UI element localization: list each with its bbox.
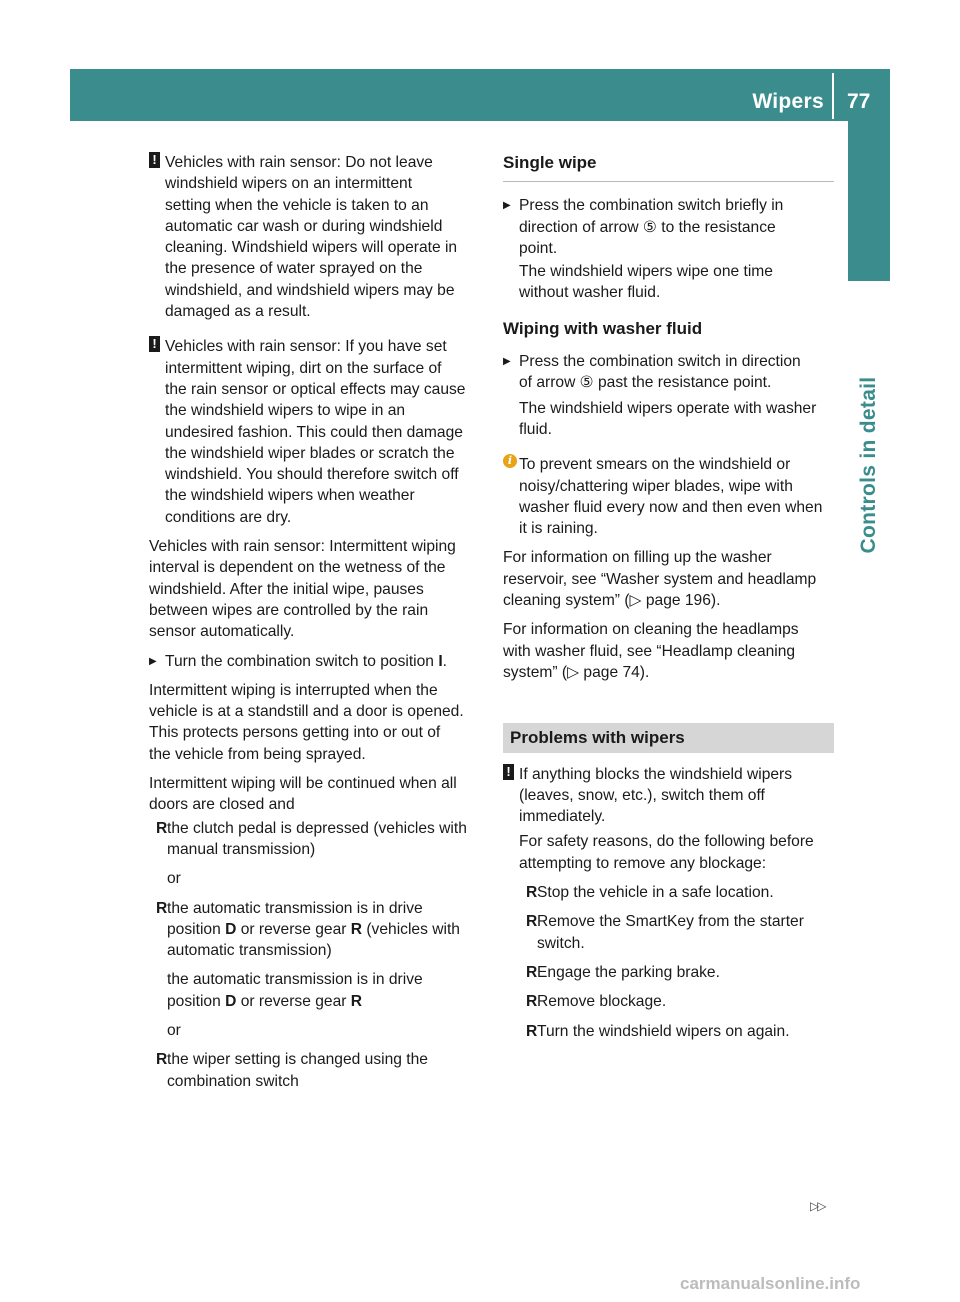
step-arrow-icon: ▶ <box>503 200 511 212</box>
rain-sensor-dirt-warning: ! Vehicles with rain sensor: If you have set intermittent wiping, dirt on the surface of the rain sensor or optical effects may cause the windshield wipers to wipe in an undesired fashion. This could then damage the windshield wiper blades or scratch the windshield. You should therefore switch off the windshield wipers when weather conditions are dry. <box>149 336 482 528</box>
warning-icon: ! <box>503 764 514 780</box>
info-note: i To prevent smears on the windshield or noisy/chattering wiper blades, wipe with washer fluid every now and then even when it is raining. <box>503 454 834 539</box>
right-column <box>503 152 834 1050</box>
left-column <box>149 152 482 1100</box>
section-title: Wipers <box>752 90 824 113</box>
list-item: R Remove the SmartKey from the starter switch. <box>526 913 804 952</box>
page-number: 77 <box>847 90 871 113</box>
info-icon: i <box>503 454 517 468</box>
interruption-paragraph: Intermittent wiping is interrupted when the vehicle is at a standstill and a door is opened. This protects persons getting into or out of the vehicle from being sprayed. <box>149 681 464 763</box>
rain-sensor-car-wash-warning: ! Vehicles with rain sensor: Do not leave windshield wipers on an intermittent setting when the vehicle is taken to an automatic car wash or during windshield cleaning. Windshield wipers will operate in the presence of water sprayed on the windshield, and windshield wipers may be damaged as a result. <box>149 152 482 322</box>
continuation-paragraph: Intermittent wiping will be continued when all doors are closed and <box>149 775 457 814</box>
repeated-condition: the automatic transmission is in drive position D or reverse gear R <box>167 971 423 1010</box>
washer-fill-reference: For information on filling up the washer reservoir, see “Washer system and headlamp cleaning system” (▷ page 196). <box>503 549 817 610</box>
list-item: R Stop the vehicle in a safe location. <box>526 884 774 902</box>
blockage-warning: ! If anything blocks the windshield wipers (leaves, snow, etc.), switch them off immediately. <box>503 764 834 828</box>
intermittent-interval-paragraph: Vehicles with rain sensor: Intermittent wiping interval is dependent on the wetness of the windshield. After the initial wipe, pauses between wipes are controlled by the rain sensor automatically. <box>149 538 456 641</box>
step-arrow-icon: ▶ <box>503 356 511 368</box>
washer-result: The windshield wipers operate with washer fluid. <box>519 399 817 438</box>
list-item: R the automatic transmission is in drive position D or reverse gear R (vehicles with automatic transmission) <box>156 899 460 960</box>
list-item: R Engage the parking brake. <box>526 963 720 981</box>
list-item: R the wiper setting is changed using the combination switch <box>156 1051 428 1090</box>
safety-instructions: For safety reasons, do the following before attempting to remove any blockage: <box>519 833 814 872</box>
header-divider <box>832 73 834 119</box>
continued-icon: ▷▷ <box>810 1199 825 1213</box>
list-item: R the clutch pedal is depressed (vehicles with manual transmission) <box>156 819 467 858</box>
step-arrow-icon: ▶ <box>149 655 157 667</box>
side-tab-label: Controls in detail <box>857 376 880 554</box>
or-label: or <box>167 1021 181 1039</box>
warning-icon: ! <box>149 336 160 352</box>
washer-step: ▶ Press the combination switch in direction of arrow ⑤ past the resistance point. <box>503 353 801 392</box>
single-wipe-result: The windshield wipers wipe one time without washer fluid. <box>519 263 773 302</box>
single-wipe-step: ▶ Press the combination switch briefly in direction of arrow ⑤ to the resistance point. <box>503 197 784 257</box>
headlamp-cleaning-reference: For information on cleaning the headlamps with washer fluid, see “Headlamp cleaning system” (▷ page 74). <box>503 621 799 681</box>
warning-icon: ! <box>149 152 160 168</box>
watermark: carmanualsonline.info <box>680 1274 861 1293</box>
washer-fluid-heading: Wiping with washer fluid <box>503 318 703 338</box>
or-label: or <box>167 870 181 888</box>
side-tab-marker <box>848 121 890 281</box>
single-wipe-heading: Single wipe <box>503 152 834 182</box>
list-item: R Turn the windshield wipers on again. <box>526 1022 790 1040</box>
turn-switch-step: ▶ Turn the combination switch to position I. <box>149 651 482 672</box>
list-item: R Remove blockage. <box>526 993 667 1011</box>
problems-heading: Problems with wipers <box>503 723 834 752</box>
